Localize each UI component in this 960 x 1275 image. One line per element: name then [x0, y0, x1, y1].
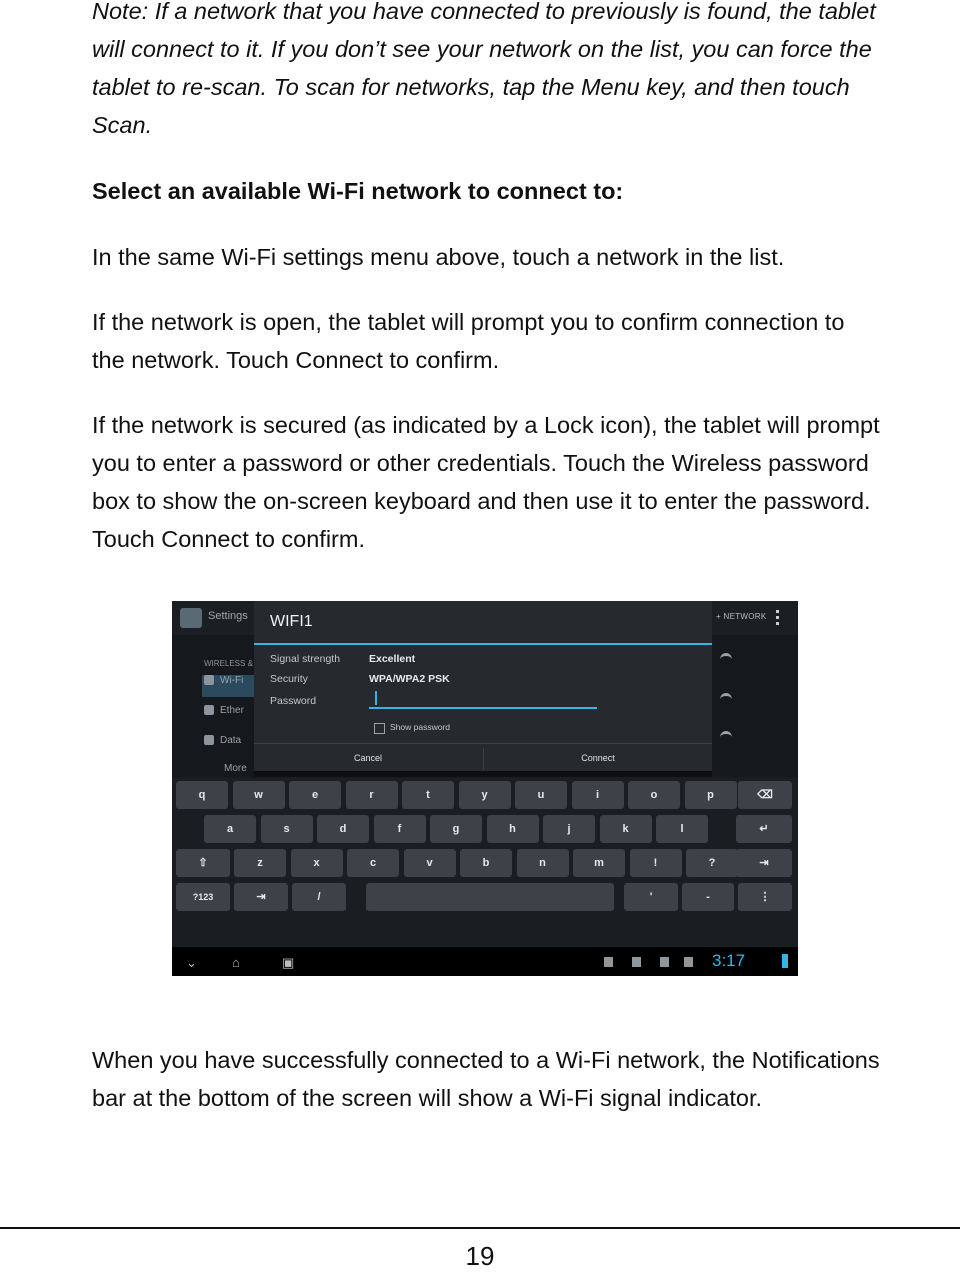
- key-w[interactable]: w: [233, 781, 285, 809]
- password-label: Password: [270, 695, 317, 707]
- key-c[interactable]: c: [347, 849, 399, 877]
- key-h[interactable]: h: [487, 815, 539, 843]
- tab-key[interactable]: ⇥: [234, 883, 288, 911]
- note-paragraph: Note: If a network that you have connected to previously is found, the tablet will connect to it. If you don’t see your network on the list, you can force the tablet to re-scan. To scan for networks, tap the Menu key, and then touch Scan.: [92, 0, 876, 138]
- password-input[interactable]: [369, 707, 597, 709]
- ethernet-icon: [204, 705, 214, 715]
- show-password-label: Show password: [390, 722, 451, 732]
- wifi-icon: [204, 675, 214, 685]
- sidebar-item-more[interactable]: More: [224, 763, 247, 774]
- settings-title: Settings: [208, 610, 248, 622]
- status-clock: 3:17: [712, 951, 746, 970]
- overflow-menu-icon[interactable]: [776, 607, 780, 629]
- key-m[interactable]: m: [573, 849, 625, 877]
- key-i[interactable]: i: [572, 781, 624, 809]
- key-e[interactable]: e: [289, 781, 341, 809]
- page-number: 19: [465, 1241, 495, 1271]
- security-value: WPA/WPA2 PSK: [369, 673, 450, 685]
- key-r[interactable]: r: [346, 781, 398, 809]
- settings-key[interactable]: ⋮: [738, 883, 792, 911]
- symbols-key[interactable]: ?123: [176, 883, 230, 911]
- dialog-button-bar: [254, 743, 712, 772]
- key-x[interactable]: x: [291, 849, 343, 877]
- key-d[interactable]: d: [317, 815, 369, 843]
- wifi-signal-icon: [720, 653, 732, 666]
- home-icon[interactable]: ⌂: [232, 955, 240, 970]
- key-v[interactable]: v: [404, 849, 456, 877]
- key-z[interactable]: z: [234, 849, 286, 877]
- key-a[interactable]: a: [204, 815, 256, 843]
- signal-strength-value: Excellent: [369, 653, 416, 665]
- onscreen-keyboard: [172, 777, 798, 947]
- space-key[interactable]: [366, 883, 614, 911]
- battery-icon: [782, 954, 788, 968]
- password-cursor: [375, 691, 377, 705]
- system-navigation-bar: [172, 947, 798, 976]
- photo-icon: [684, 957, 693, 967]
- key-n[interactable]: n: [517, 849, 569, 877]
- paragraph-select-network: In the same Wi-Fi settings menu above, touch a network in the list.: [92, 244, 785, 270]
- key-g[interactable]: g: [430, 815, 482, 843]
- sd-card-icon: [660, 957, 669, 967]
- cancel-button[interactable]: Cancel: [353, 753, 382, 763]
- next-key[interactable]: ⇥: [736, 849, 792, 877]
- dialog-divider: [254, 643, 712, 645]
- tablet-screenshot: [172, 601, 798, 976]
- sidebar-header: WIRELESS &: [204, 659, 253, 668]
- key-l[interactable]: l: [656, 815, 708, 843]
- apostrophe-key[interactable]: ': [624, 883, 678, 911]
- usb-icon: [632, 957, 641, 967]
- sidebar-item-wifi[interactable]: Wi-Fi: [202, 675, 254, 697]
- data-usage-icon: [204, 735, 214, 745]
- key-y[interactable]: y: [459, 781, 511, 809]
- sidebar-item-ethernet[interactable]: Ether: [202, 705, 254, 727]
- paragraph-open-network: If the network is open, the tablet will prompt you to confirm connection to the network. Touch Connect to confirm.: [92, 309, 845, 373]
- slash-key[interactable]: /: [292, 883, 346, 911]
- key-symbol[interactable]: !: [630, 849, 682, 877]
- enter-key[interactable]: ↵: [736, 815, 792, 843]
- settings-icon: [180, 608, 202, 628]
- security-label: Security: [270, 673, 308, 685]
- shift-key[interactable]: ⇧: [176, 849, 230, 877]
- wifi-signal-icon: [720, 693, 732, 706]
- paragraph-connected: When you have successfully connected to a Wi-Fi network, the Notifications bar at the bottom of the screen will show a Wi-Fi signal indicator.: [92, 1047, 880, 1111]
- key-f[interactable]: f: [374, 815, 426, 843]
- key-b[interactable]: b: [460, 849, 512, 877]
- sidebar-item-data[interactable]: Data: [202, 735, 254, 757]
- wifi-connect-dialog: [254, 601, 712, 771]
- key-j[interactable]: j: [543, 815, 595, 843]
- key-q[interactable]: q: [176, 781, 228, 809]
- key-symbol[interactable]: ?: [686, 849, 738, 877]
- dialog-title: WIFI1: [270, 613, 313, 630]
- show-password-checkbox[interactable]: [374, 723, 385, 734]
- key-s[interactable]: s: [261, 815, 313, 843]
- connect-button[interactable]: Connect: [581, 753, 615, 763]
- add-network-label[interactable]: + NETWORK: [716, 612, 767, 621]
- recent-apps-icon[interactable]: ▣: [282, 955, 295, 970]
- footer-rule: [0, 1227, 960, 1229]
- key-o[interactable]: o: [628, 781, 680, 809]
- wifi-signal-icon: [720, 731, 732, 744]
- key-p[interactable]: p: [685, 781, 737, 809]
- section-heading: Select an available Wi-Fi network to connect to:: [92, 178, 624, 204]
- key-k[interactable]: k: [600, 815, 652, 843]
- paragraph-secured-network: If the network is secured (as indicated by a Lock icon), the tablet will prompt you to enter a password or other credentials. Touch the Wireless password box to show the on-screen keyboard and then use it to enter the password. Touch Connect to confirm.: [92, 412, 880, 552]
- key-t[interactable]: t: [402, 781, 454, 809]
- android-debug-icon: [604, 957, 613, 967]
- signal-strength-label: Signal strength: [270, 653, 341, 665]
- dash-key[interactable]: -: [682, 883, 734, 911]
- back-icon[interactable]: ⌄: [186, 955, 197, 970]
- key-u[interactable]: u: [515, 781, 567, 809]
- backspace-key[interactable]: ⌫: [738, 781, 792, 809]
